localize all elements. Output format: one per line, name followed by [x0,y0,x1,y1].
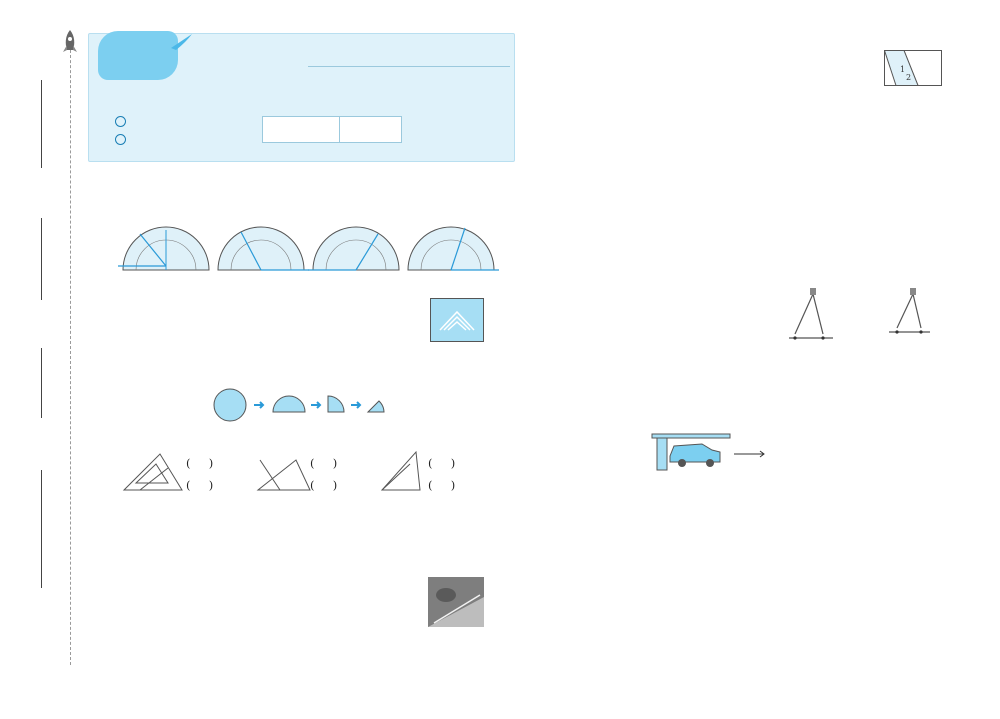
placemat-figure [430,298,484,342]
comet-icon [168,30,196,52]
binding-dashed-line [70,40,71,665]
q4-blank-1b[interactable]: ( ) [186,478,214,492]
protractor-1 [118,227,209,270]
protractor-2 [218,227,309,270]
protractor-4 [408,227,499,270]
name-blank [41,218,42,300]
compass-figure [785,288,950,344]
protractors-figure [118,222,503,290]
sync-badge [98,31,178,80]
score-info [115,134,130,147]
check-icon [115,134,126,145]
q4-blank-3a[interactable]: ( ) [428,456,456,470]
parking-gate-figure [612,410,922,474]
class-blank [41,348,42,418]
rocket-icon [58,28,82,58]
clock-icon [115,116,126,127]
q4-blank-2a[interactable]: ( ) [310,456,338,470]
svg-text:2: 2 [906,73,912,82]
header-rule [308,66,510,67]
folded-paper-figure [884,50,942,86]
evaluation-label [263,117,340,142]
time-info [115,116,130,129]
q4-blank-2b[interactable]: ( ) [310,478,338,492]
folded-circle-figure [213,388,393,422]
q4-blank-3b[interactable]: ( ) [428,478,456,492]
page-title [0,81,1000,103]
protractor-3 [308,227,399,270]
evaluation-box [262,116,402,143]
evaluation-field[interactable] [340,117,401,142]
school-blank [41,470,42,588]
ink-line-photo [428,577,484,627]
svg-text:1: 1 [900,65,906,74]
q4-blank-1a[interactable]: ( ) [186,456,214,470]
